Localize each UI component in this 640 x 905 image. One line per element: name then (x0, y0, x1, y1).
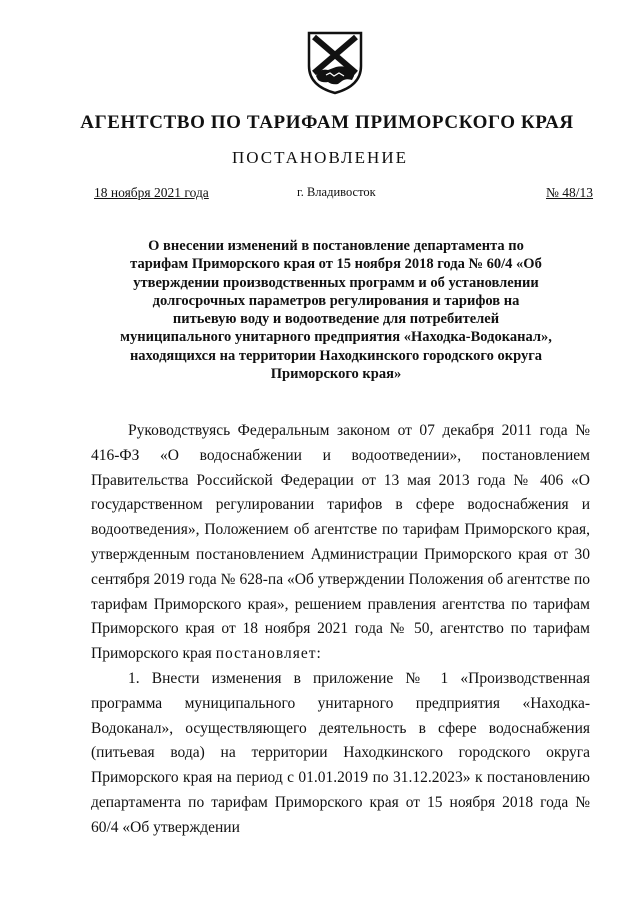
preamble-text: Руководствуясь Федеральным законом от 07 декабря 2011 года № 416-ФЗ «О водоснабжении и водоотведении», постановлением Правительства Российской Федерации от 13 мая 2013 года № 406 «О государственном регулировании тарифов в сфере водоснабжения и водоотведения», Положением об агентстве по тарифам Приморского края, утвержденным постановлением Администрации Приморского края от 30 сентября 2019 года № 628-па «Об утверждении Положения об агентстве по тарифам Приморского края», решением правления агентства по тарифам Приморского края от 18 ноября 2021 года № 50, агентство по тарифам Приморского края (91, 422, 590, 663)
document-body (91, 419, 590, 841)
resolution-verb: постановляет: (215, 645, 322, 663)
preamble-paragraph (91, 419, 590, 667)
document-date: 18 ноября 2021 года (94, 185, 209, 200)
primorsky-coat-of-arms-icon (306, 30, 364, 96)
clause-1-paragraph: 1. Внести изменения в приложение № 1 «Производственная программа муниципального унитарного предприятия «Находка-Водоканал», осуществляющего деятельность в сфере водоснабжения (питьевая вода) на территории Находкинского городского округа Приморского края на период с 01.01.2019 по 31.12.2023» к постановлению департамента по тарифам Приморского края от 15 ноября 2018 года № 60/4 «Об утверждении (91, 669, 590, 836)
document-type: ПОСТАНОВЛЕНИЕ (231, 148, 408, 167)
document-city: г. Владивосток (297, 185, 376, 199)
agency-name: АГЕНТСТВО ПО ТАРИФАМ ПРИМОРСКОГО КРАЯ (80, 112, 574, 133)
document-number: № 48/13 (546, 185, 594, 200)
document-title: О внесении изменений в постановление департамента по тарифам Приморского края от 15 ноября 2018 года № 60/4 «Об утверждении производственных программ и об установлении долгосрочных параметров регулирования и тарифов на питьевую воду и водоотведение для потребителей муниципального унитарного предприятия «Находка-Водоканал», находящихся на территории Находкинского городского округа Приморского края» (120, 238, 552, 383)
